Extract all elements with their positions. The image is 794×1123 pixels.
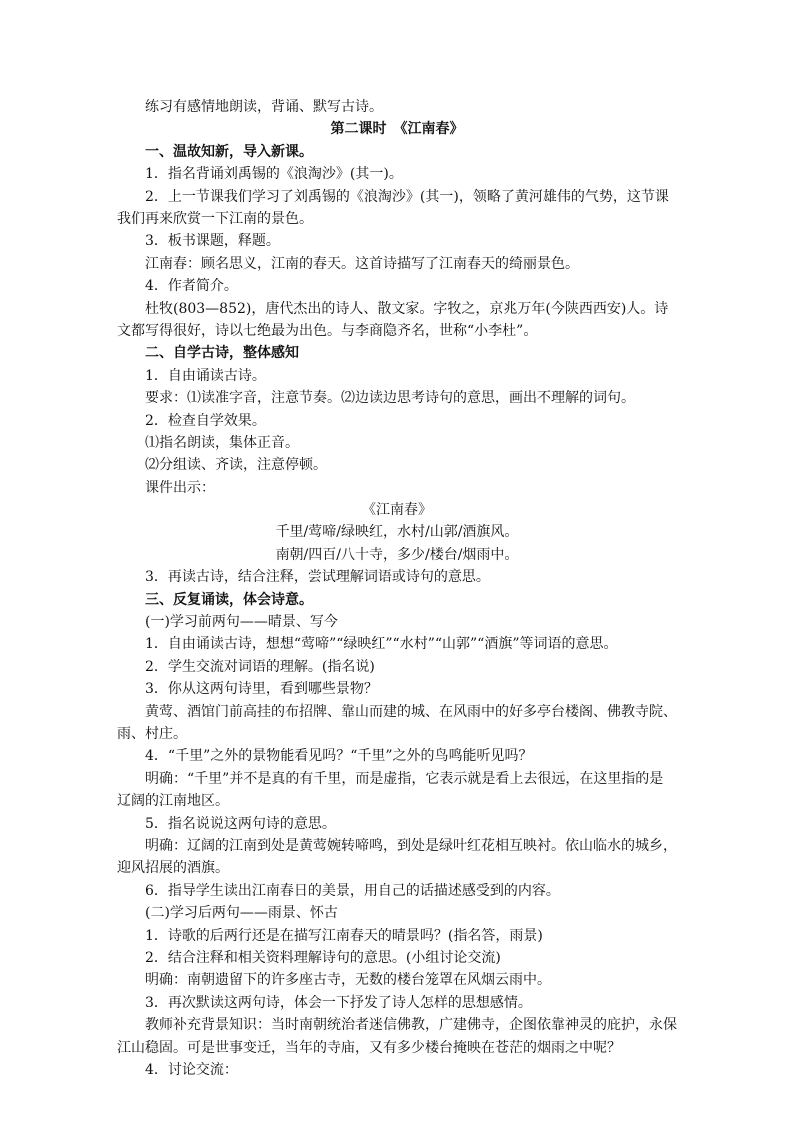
paragraph: 6．指导学生读出江南春日的美景，用自己的话描述感受到的内容。 xyxy=(145,882,560,899)
paragraph: ⑵分组读、齐读，注意停顿。 xyxy=(145,457,327,474)
poem-line: 南朝/四百/八十寺，多少/楼台/烟雨中。 xyxy=(275,546,519,563)
paragraph: 5．指名说说这两句诗的意思。 xyxy=(145,815,336,832)
step-heading: 二、自学古诗，整体感知 xyxy=(145,345,299,362)
paragraph: 黄莺、酒馆门前高挂的布招牌、靠山而建的城、在风雨中的好多亭台楼阁、佛教寺院、雨、村庄。 xyxy=(117,703,677,743)
paragraph: 1．指名背诵刘禹锡的《浪淘沙》(其一)。 xyxy=(145,166,403,183)
paragraph: 4．“千里”之外的景物能看见吗？“千里”之外的鸟鸣能听见吗？ xyxy=(145,748,533,765)
step-heading: 一、温故知新，导入新课。 xyxy=(145,143,313,160)
paragraph: 1．诗歌的后两行还是在描写江南春天的晴景吗？(指名答，雨景) xyxy=(145,927,543,944)
paragraph: 要求：⑴读准字音，注意节奏。⑵边读边思考诗句的意思，画出不理解的词句。 xyxy=(145,390,635,407)
paragraph: 练习有感情地朗读，背诵、默写古诗。 xyxy=(145,99,383,115)
paragraph: 4．讨论交流： xyxy=(145,1061,238,1078)
paragraph: 1．自由诵读古诗。 xyxy=(145,367,266,384)
paragraph: ⑴指名朗读，集体正音。 xyxy=(145,434,299,451)
paragraph: 2．检查自学效果。 xyxy=(145,412,266,429)
paragraph: 4．作者简介。 xyxy=(145,278,238,295)
paragraph: 2．学生交流对词语的理解。(指名说) xyxy=(145,658,375,675)
paragraph: 杜牧(803—852)，唐代杰出的诗人、散文家。字牧之，京兆万年(今陕西西安)人。诗文都写得很好，诗以七绝最为出色。与李商隐齐名，世称“小李杜”。 xyxy=(117,300,669,339)
document-body xyxy=(117,96,677,1081)
paragraph: 1．自由诵读古诗，想想“莺啼”“绿映红”“水村”“山郭”“酒旗”等词语的意思。 xyxy=(145,636,618,653)
paragraph: 教师补充背景知识：当时南朝统治者迷信佛教，广建佛寺，企图依靠神灵的庇护，永保江山稳固。可是世事变迁，当年的寺庙，又有多少楼台掩映在苍茫的烟雨之中呢？ xyxy=(117,1017,677,1056)
paragraph: 2．结合注释和相关资料理解诗句的意思。(小组讨论交流) xyxy=(145,950,501,966)
paragraph: 3．再次默读这两句诗，体会一下抒发了诗人怎样的思想感情。 xyxy=(145,994,532,1011)
paragraph: 明确：南朝遗留下的许多座古寺，无数的楼台笼罩在风烟云雨中。 xyxy=(145,972,551,989)
paragraph: 3．你从这两句诗里，看到哪些景物？ xyxy=(145,681,378,698)
step-heading: 三、反复诵读，体会诗意。 xyxy=(145,591,313,608)
paragraph: 2．上一节课我们学习了刘禹锡的《浪淘沙》(其一)，领略了黄河雄伟的气势，这节课我们再来欣赏一下江南的景色。 xyxy=(117,188,669,227)
paragraph: 课件出示： xyxy=(145,479,215,496)
paragraph: 明确：辽阔的江南到处是黄莺婉转啼鸣，到处是绿叶红花相互映衬。依山临水的城乡，迎风招展的酒旗。 xyxy=(117,838,677,877)
section-heading: 第二课时 《江南春》 xyxy=(330,121,464,138)
subsection-heading: (二)学习后两句——雨景、怀古 xyxy=(145,905,338,922)
paragraph: 江南春：顾名思义，江南的春天。这首诗描写了江南春天的绮丽景色。 xyxy=(145,255,579,272)
paragraph: 3．再读古诗，结合注释，尝试理解词语或诗句的意思。 xyxy=(145,569,490,586)
paragraph: 明确：“千里”并不是真的有千里，而是虚指，它表示就是看上去很远，在这里指的是辽阔的江南地区。 xyxy=(117,770,664,810)
paragraph: 3．板书课题，释题。 xyxy=(145,233,280,250)
poem-title: 《江南春》 xyxy=(362,502,432,519)
subsection-heading: (一)学习前两句——晴景、写今 xyxy=(145,614,338,631)
poem-line: 千里/莺啼/绿映红，水村/山郭/酒旗风。 xyxy=(275,524,519,541)
